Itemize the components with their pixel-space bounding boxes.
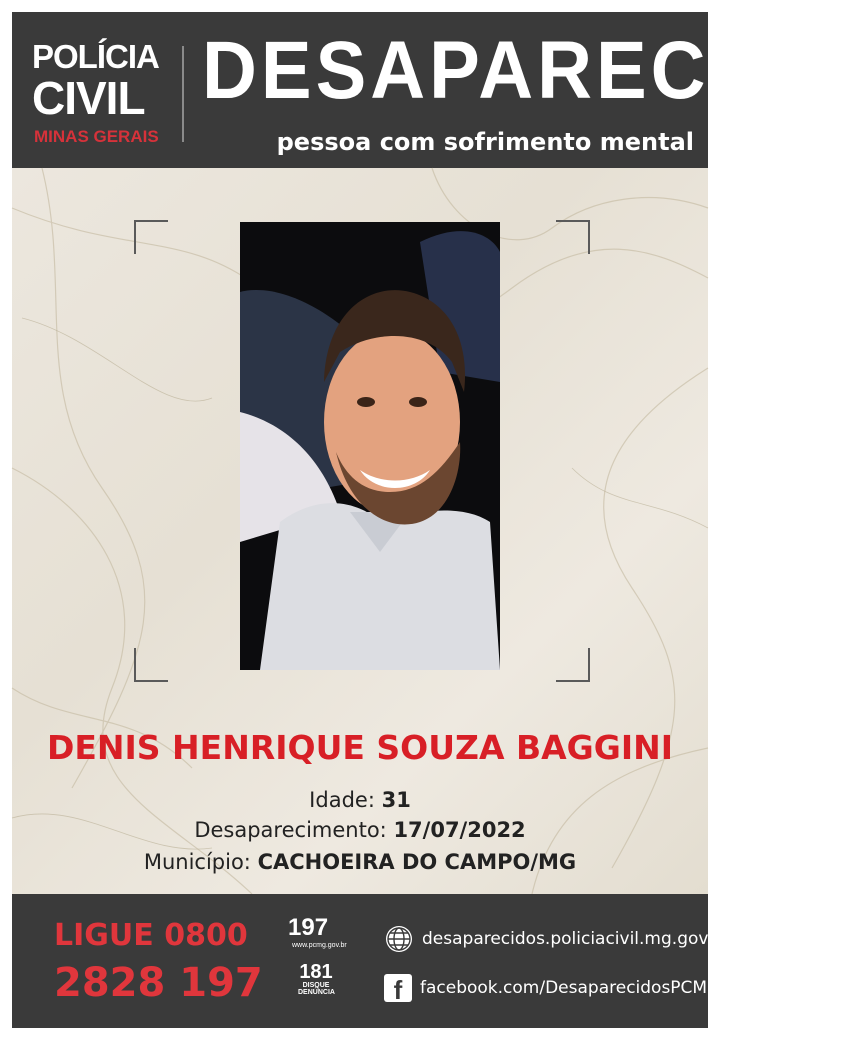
city-label: Município: bbox=[143, 850, 251, 874]
date-label: Desaparecimento: bbox=[194, 818, 387, 842]
phone-number[interactable]: 2828 197 bbox=[54, 960, 263, 1006]
poster-title: DESAPARECIDO bbox=[202, 24, 857, 117]
logo-civil: CIVIL bbox=[32, 72, 145, 124]
photo-frame-corner-tr bbox=[556, 220, 590, 254]
missing-person-poster bbox=[12, 12, 857, 1028]
badge-181-sub: DISQUE DENÚNCIA bbox=[298, 982, 335, 996]
facebook-text[interactable]: facebook.com/DesaparecidosPCMG bbox=[420, 978, 721, 998]
age-value: 31 bbox=[381, 788, 411, 812]
poster-subtitle: pessoa com sofrimento mental bbox=[276, 128, 694, 156]
website-text[interactable]: desaparecidos.policiacivil.mg.gov.br bbox=[422, 929, 731, 949]
website-link[interactable] bbox=[384, 924, 730, 954]
disque-181-icon bbox=[298, 962, 334, 1000]
badge-181-number: 181 bbox=[299, 961, 333, 983]
age-label: Idade: bbox=[309, 788, 375, 812]
age-line bbox=[12, 788, 708, 812]
footer-band bbox=[12, 894, 731, 1028]
person-photo bbox=[240, 222, 500, 670]
header-divider bbox=[182, 46, 184, 142]
photo-frame-corner-bl bbox=[134, 648, 168, 682]
globe-icon bbox=[384, 924, 414, 954]
person-name: DENIS HENRIQUE SOUZA BAGGINI bbox=[46, 728, 674, 767]
city-value: CACHOEIRA DO CAMPO/MG bbox=[257, 850, 577, 874]
facebook-icon: f bbox=[384, 974, 412, 1002]
header-band bbox=[12, 12, 857, 168]
photo-frame-corner-br bbox=[556, 648, 590, 682]
logo-policia: POLÍCIA bbox=[32, 38, 159, 75]
logo-minas-gerais: MINAS GERAIS bbox=[34, 127, 159, 146]
call-label: LIGUE 0800 bbox=[54, 918, 248, 953]
facebook-link[interactable] bbox=[384, 974, 721, 1005]
date-value: 17/07/2022 bbox=[393, 818, 526, 842]
badge-197-number: 197 bbox=[288, 914, 329, 941]
badge-197-sub: www.pcmg.gov.br bbox=[292, 942, 347, 949]
city-line bbox=[12, 850, 708, 874]
phone-197-icon bbox=[288, 914, 347, 949]
date-line bbox=[12, 818, 708, 842]
photo-frame-corner-tl bbox=[134, 220, 168, 254]
